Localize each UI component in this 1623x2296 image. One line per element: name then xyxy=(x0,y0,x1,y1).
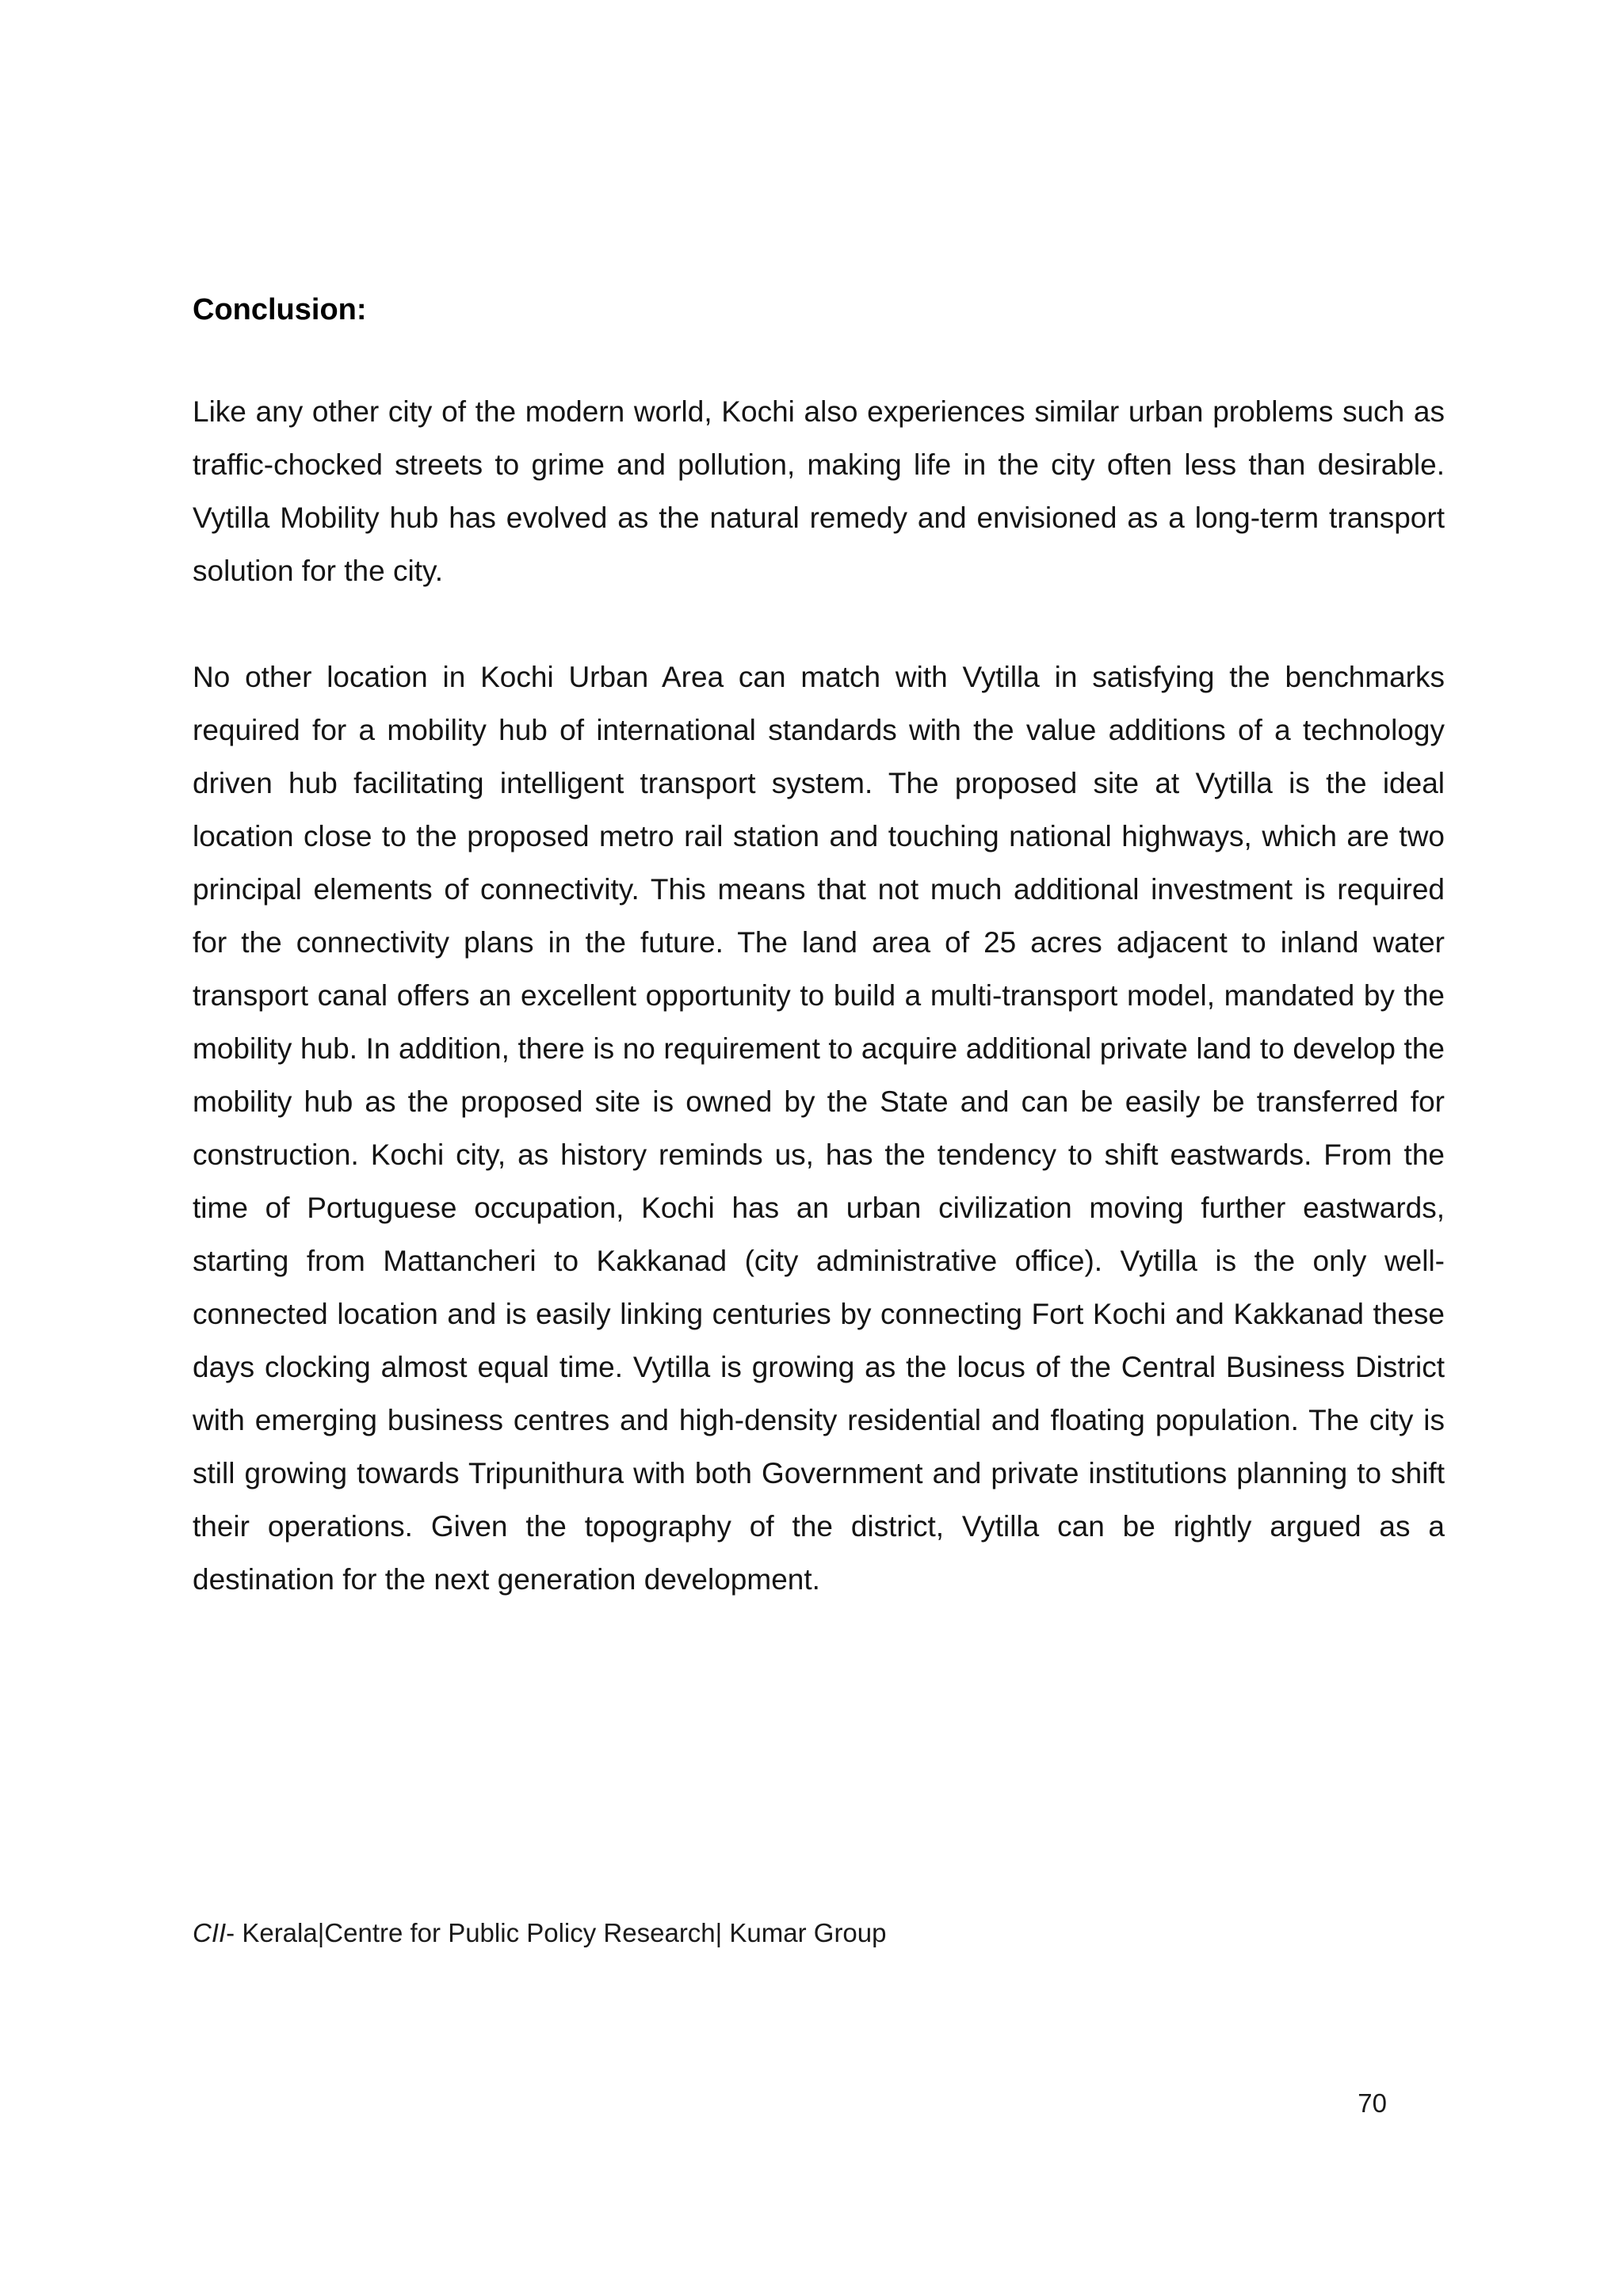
footer-cii: CII xyxy=(193,1918,227,1947)
footer-organizations: - Kerala|Centre for Public Policy Research| Kumar Group xyxy=(226,1918,887,1947)
page-number: 70 xyxy=(1358,2088,1387,2118)
main-content xyxy=(193,290,1445,1606)
paragraph-intro: Like any other city of the modern world, Kochi also experiences similar urban problems such as traffic-chocked streets to grime and pollution, making life in the city often less than desirable. Vytilla Mobility hub has evolved as the natural remedy and envisioned as a long-term transport solution for the city. xyxy=(193,395,1445,587)
section-heading: Conclusion: xyxy=(193,293,367,326)
paragraph-location: No other location in Kochi Urban Area can match with Vytilla in satisfying the benchmarks required for a mobility hub of international standards with the value additions of a technology driven hub facilitating intelligent transport system. The proposed site at Vytilla is the ideal location close to the proposed metro rail station and touching national highways, which are two principal elements of connectivity. This means that not much additional investment is required for the connectivity plans in the future. The land area of 25 acres adjacent to inland water transport canal offers an excellent opportunity to build a multi-transport model, mandated by the mobility hub. In addition, there is no requirement to acquire additional private land to develop the mobility hub as the proposed site is owned by the State and can be easily be transferred for construction. Kochi city, as history reminds us, has the tendency to shift eastwards. From the time of Portuguese occupation, Kochi has an urban civilization moving further eastwards, starting from Mattancheri to Kakkanad (city administrative office). Vytilla is the only well-connected location and is easily linking centuries by connecting Fort Kochi and Kakkanad these days clocking almost equal time. Vytilla is growing as the locus of the Central Business District with emerging business centres and high-density residential and floating population. The city is still growing towards Tripunithura with both Government and private institutions planning to shift their operations. Given the topography of the district, Vytilla can be rightly argued as a destination for the next generation development. xyxy=(193,661,1445,1596)
page-footer xyxy=(193,1916,887,1951)
